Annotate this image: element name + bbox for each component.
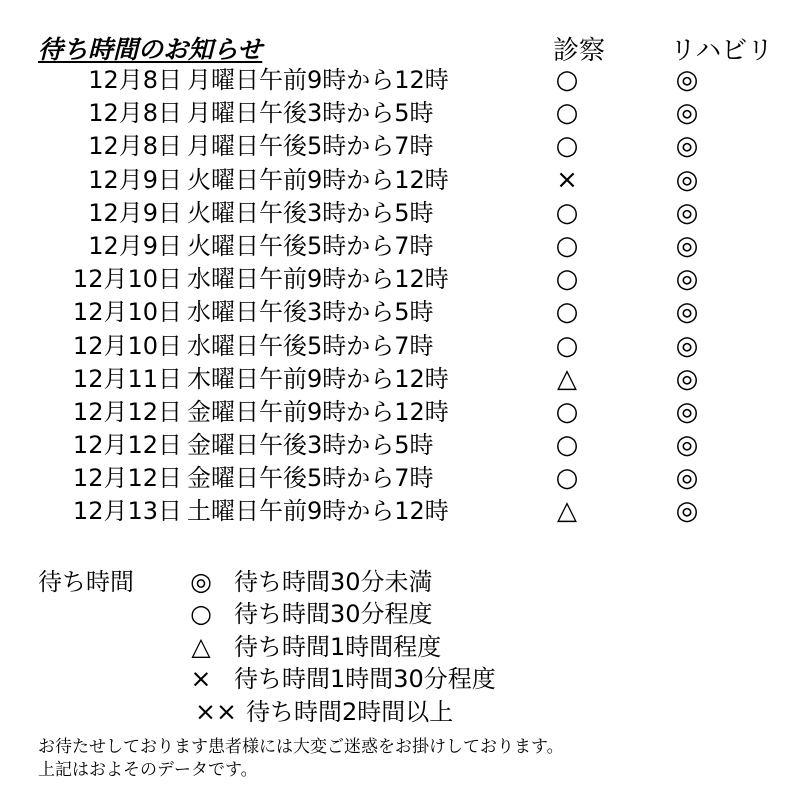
column-header-diagnosis: 診察	[553, 36, 606, 66]
row-date: 12月8日	[88, 66, 182, 94]
row-rehab-mark: ◎	[675, 230, 699, 261]
row-time-slot: 月曜日午後3時から5時	[187, 99, 434, 128]
table-row	[0, 97, 800, 130]
table-row	[0, 130, 800, 163]
table-row	[0, 296, 800, 329]
row-time-slot: 水曜日午後5時から7時	[187, 331, 434, 360]
row-date: 12月8日	[88, 99, 182, 128]
row-time-slot: 金曜日午後5時から7時	[187, 464, 434, 493]
legend-item	[186, 663, 496, 695]
row-rehab-mark: ◎	[675, 430, 699, 461]
row-diagnosis-mark: ○	[555, 463, 579, 494]
legend-symbol: ×	[190, 664, 212, 694]
row-rehab-mark: ◎	[675, 164, 699, 195]
legend-symbol: ××	[195, 696, 237, 726]
table-row	[0, 64, 800, 97]
row-date: 12月12日	[72, 397, 182, 426]
row-diagnosis-mark: ○	[555, 98, 579, 129]
row-time-slot: 火曜日午前9時から12時	[187, 165, 449, 194]
schedule-table	[0, 64, 800, 529]
table-row	[0, 230, 800, 263]
row-rehab-mark: ◎	[675, 197, 699, 228]
row-time-slot: 水曜日午前9時から12時	[187, 265, 449, 294]
row-rehab-mark: ◎	[675, 131, 699, 162]
row-rehab-mark: ◎	[675, 65, 699, 95]
legend-description: 待ち時間2時間以上	[246, 697, 454, 726]
table-row	[0, 197, 800, 230]
row-rehab-mark: ◎	[675, 98, 699, 129]
row-date: 12月11日	[72, 364, 182, 393]
row-rehab-mark: ◎	[675, 496, 699, 527]
row-date: 12月10日	[72, 331, 182, 360]
row-diagnosis-mark: ○	[555, 297, 579, 328]
legend-item	[186, 598, 433, 630]
table-row	[0, 396, 800, 429]
row-date: 12月9日	[88, 198, 182, 227]
data-disclaimer-note: 上記はおよそのデータです。	[38, 760, 258, 780]
legend-symbol: △	[191, 631, 211, 661]
row-diagnosis-mark: ○	[555, 396, 579, 427]
row-time-slot: 金曜日午後3時から5時	[187, 431, 434, 460]
row-rehab-mark: ◎	[675, 463, 699, 494]
legend-item	[186, 566, 433, 598]
row-rehab-mark: ◎	[675, 363, 699, 394]
row-time-slot: 火曜日午後3時から5時	[187, 198, 434, 227]
row-date: 12月9日	[88, 231, 182, 260]
row-diagnosis-mark: ○	[555, 330, 579, 361]
row-rehab-mark: ◎	[675, 330, 699, 361]
row-time-slot: 水曜日午後3時から5時	[187, 298, 434, 327]
row-date: 12月12日	[72, 431, 182, 460]
legend-description: 待ち時間30分未満	[234, 568, 433, 596]
row-diagnosis-mark: ○	[555, 131, 579, 162]
table-row	[0, 363, 800, 396]
row-diagnosis-mark: ○	[555, 430, 579, 461]
legend-heading: 待ち時間	[38, 568, 134, 596]
row-date: 12月13日	[72, 497, 182, 526]
legend-item	[186, 696, 453, 728]
row-time-slot: 金曜日午前9時から12時	[187, 397, 449, 426]
table-row	[0, 462, 800, 495]
row-rehab-mark: ◎	[675, 297, 699, 328]
legend-symbol: ◎	[190, 567, 212, 596]
table-row	[0, 263, 800, 296]
row-date: 12月10日	[72, 298, 182, 327]
row-rehab-mark: ◎	[675, 396, 699, 427]
row-date: 12月10日	[72, 265, 182, 294]
row-diagnosis-mark: △	[557, 363, 577, 394]
row-time-slot: 土曜日午前9時から12時	[187, 497, 449, 526]
row-date: 12月8日	[88, 132, 182, 161]
row-rehab-mark: ◎	[675, 264, 699, 295]
row-time-slot: 火曜日午後5時から7時	[187, 231, 434, 260]
row-diagnosis-mark: △	[557, 496, 577, 527]
apology-note: お待たせしております患者様には大変ご迷惑をお掛けしております。	[38, 737, 564, 757]
table-row	[0, 330, 800, 363]
row-diagnosis-mark: ○	[555, 197, 579, 228]
row-time-slot: 月曜日午前9時から12時	[187, 66, 449, 94]
table-row	[0, 429, 800, 462]
legend-description: 待ち時間30分程度	[234, 600, 433, 629]
table-row	[0, 164, 800, 197]
row-date: 12月12日	[72, 464, 182, 493]
legend-symbol: ○	[190, 599, 212, 629]
legend-description: 待ち時間1時間30分程度	[234, 665, 496, 694]
legend-item	[186, 631, 441, 663]
page-title: 待ち時間のお知らせ	[38, 35, 263, 64]
row-diagnosis-mark: ○	[555, 65, 579, 95]
row-time-slot: 木曜日午前9時から12時	[187, 364, 449, 393]
row-diagnosis-mark: ○	[555, 264, 579, 295]
legend-description: 待ち時間1時間程度	[234, 632, 442, 661]
row-diagnosis-mark: ○	[555, 230, 579, 261]
table-row	[0, 495, 800, 528]
row-time-slot: 月曜日午後5時から7時	[187, 132, 434, 161]
row-date: 12月9日	[88, 165, 182, 194]
column-header-rehab: リハビリ	[670, 36, 774, 66]
row-diagnosis-mark: ×	[556, 164, 578, 195]
